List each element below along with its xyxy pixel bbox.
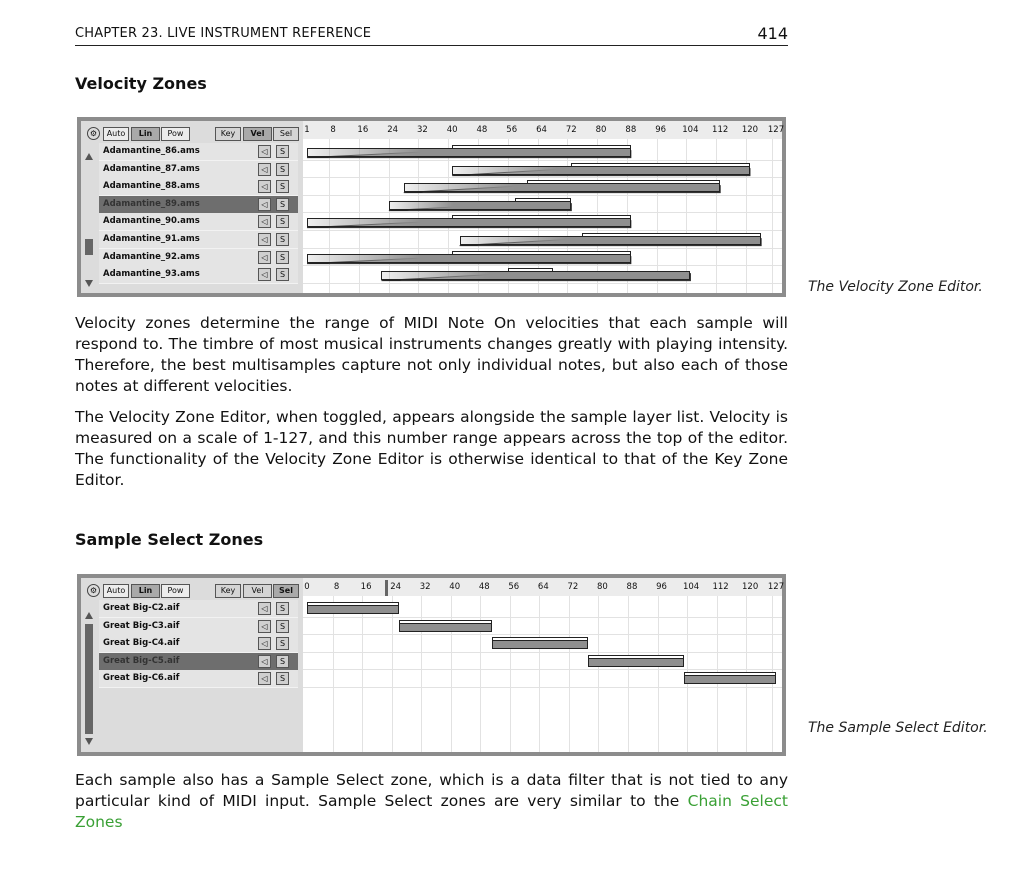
solo-button[interactable]: S (276, 672, 289, 685)
ruler-tick-label: 1 (304, 125, 310, 135)
layer-row[interactable] (99, 161, 298, 179)
layer-name: Great Big-C3.aif (103, 620, 180, 631)
ruler-tick-label: 24 (390, 582, 402, 592)
chain-select-zones-link[interactable]: Chain Select Zones (75, 792, 788, 831)
key-zone-toggle[interactable]: Key (215, 127, 241, 141)
speaker-icon[interactable]: ◁ (258, 198, 271, 211)
solo-button[interactable]: S (276, 655, 289, 668)
ruler-tick-label: 56 (508, 582, 520, 592)
speaker-icon[interactable]: ◁ (258, 637, 271, 650)
ruler-tick-label: 48 (478, 582, 490, 592)
layer-row[interactable] (99, 635, 298, 653)
scroll-up-icon[interactable] (85, 153, 93, 160)
ruler-tick-label: 16 (360, 582, 372, 592)
layer-row[interactable] (99, 266, 298, 284)
ruler-tick-label: 104 (682, 582, 700, 592)
solo-button[interactable]: S (276, 251, 289, 264)
ruler-tick-label: 88 (626, 582, 638, 592)
sel-zone-toggle[interactable]: Sel (273, 584, 299, 598)
speaker-icon[interactable]: ◁ (258, 655, 271, 668)
section-title-velocity-zones: Velocity Zones (75, 74, 207, 93)
ruler-tick-label: 8 (330, 125, 336, 135)
paragraph-sample-select (75, 770, 788, 833)
ruler-tick-label: 88 (625, 125, 637, 135)
caption-velocity-zone-editor: The Velocity Zone Editor. (808, 279, 983, 295)
solo-button[interactable]: S (276, 215, 289, 228)
ruler-tick-label: 8 (333, 582, 340, 592)
ruler-tick-label: 0 (304, 582, 310, 592)
lin-button[interactable]: Lin (131, 127, 160, 141)
scroll-up-icon[interactable] (85, 612, 93, 619)
velocity-zone-bar[interactable] (381, 271, 690, 280)
layer-row[interactable] (99, 618, 298, 636)
sample-select-zone-bar[interactable] (684, 675, 776, 684)
sample-select-grid[interactable] (303, 578, 785, 752)
speaker-icon[interactable]: ◁ (258, 672, 271, 685)
layer-name: Great Big-C6.aif (103, 673, 180, 684)
layer-name: Great Big-C2.aif (103, 603, 180, 613)
layer-name: Adamantine_91.ams (103, 234, 200, 244)
scroll-down-icon[interactable] (85, 738, 93, 745)
vel-zone-toggle[interactable]: Vel (243, 127, 272, 141)
paragraph-text: Each sample also has a Sample Select zone, which is a data filter that is not tied to any particular kind of MIDI input. Sample Select zones are very similar to the (75, 771, 788, 810)
ruler-tick-label: 80 (595, 125, 607, 135)
grid-row-line (303, 617, 782, 618)
speaker-icon[interactable]: ◁ (258, 215, 271, 228)
ruler-tick-label: 64 (537, 582, 549, 592)
scrollbar-thumb[interactable] (85, 239, 93, 255)
velocity-zone-bar[interactable] (307, 218, 631, 227)
solo-button[interactable]: S (276, 602, 289, 615)
solo-button[interactable]: S (276, 268, 289, 281)
grid-line (598, 596, 599, 752)
auto-button[interactable]: Auto (103, 127, 129, 141)
grid-line (628, 596, 629, 752)
ruler-tick-label: 40 (449, 582, 461, 592)
lin-button[interactable]: Lin (131, 584, 160, 598)
grid-line (510, 596, 511, 752)
ruler-tick-label: 96 (656, 582, 667, 592)
ruler-tick-label: 104 (682, 125, 699, 135)
layer-name: Great Big-C4.aif (103, 638, 180, 649)
solo-button[interactable]: S (276, 233, 289, 246)
speaker-icon[interactable]: ◁ (258, 180, 271, 193)
caption-sample-select-editor: The Sample Select Editor. (808, 720, 988, 736)
grid-line (392, 596, 393, 752)
ruler-tick-label: 112 (712, 125, 729, 135)
layer-name: Adamantine_90.ams (103, 216, 200, 227)
velocity-ruler[interactable] (303, 121, 785, 139)
ruler-tick-label: 16 (357, 125, 369, 135)
layer-row[interactable] (99, 213, 298, 231)
pow-button[interactable]: Pow (161, 584, 190, 598)
ruler-tick-label: 120 (742, 582, 759, 592)
sample-select-editor (77, 574, 786, 756)
sample-select-zone-bar[interactable] (307, 605, 399, 614)
layer-name: Adamantine_88.ams (103, 181, 200, 192)
layer-row[interactable] (99, 178, 298, 196)
vel-zone-toggle[interactable]: Vel (243, 584, 272, 598)
grid-row-line (303, 669, 782, 670)
solo-button[interactable]: S (276, 180, 289, 193)
solo-button[interactable]: S (276, 163, 289, 176)
grid-row-line (303, 634, 782, 635)
sample-select-zone-bar[interactable] (492, 640, 588, 649)
ruler-tick-label: 32 (416, 125, 428, 135)
grid-line (539, 596, 540, 752)
page-number: 414 (757, 24, 788, 43)
auto-button[interactable]: Auto (103, 584, 129, 598)
key-zone-toggle[interactable]: Key (215, 584, 241, 598)
paragraph-velocity-1: Velocity zones determine the range of MIDI Note On velocities that each sample will respond to. The timbre of most musical instruments changes greatly with playing intensity. Therefore, the best multisamples capture not only individual notes, but also each of those notes at different velocities. (75, 314, 788, 395)
grid-row-line (303, 687, 782, 688)
layer-name: Adamantine_86.ams (103, 146, 200, 156)
grid-line (362, 596, 363, 752)
chapter-header: CHAPTER 23. LIVE INSTRUMENT REFERENCE (75, 26, 372, 41)
sample-select-zone-bar[interactable] (588, 658, 684, 667)
ruler-tick-label: 72 (565, 125, 577, 135)
gear-icon[interactable]: ⚙ (87, 127, 100, 140)
layer-row[interactable] (99, 249, 298, 267)
layer-row[interactable] (99, 143, 298, 161)
layer-name: Adamantine_89.ams (103, 198, 200, 209)
paragraph-velocity-2: The Velocity Zone Editor, when toggled, appears alongside the sample layer list. Velocity is measured on a scale of 1-127, and this number range appears across the top of the editor. The functionality of the Velocity Zone Editor is otherwise identical to that of the Key Zone Editor. (75, 408, 788, 489)
ruler-tick-label: 48 (476, 125, 488, 135)
selector-marker[interactable] (385, 580, 388, 596)
ruler-tick-label: 24 (387, 125, 399, 135)
ruler-tick-label: 112 (712, 582, 729, 592)
layer-name: Adamantine_92.ams (103, 251, 200, 262)
ruler-tick-label: 96 (655, 125, 667, 135)
grid-line (333, 596, 334, 752)
solo-button[interactable]: S (276, 620, 289, 633)
ruler-tick-label: 120 (741, 125, 759, 135)
sel-zone-toggle[interactable]: Sel (273, 127, 299, 141)
speaker-icon[interactable]: ◁ (258, 163, 271, 176)
layer-row[interactable] (99, 670, 298, 688)
layer-row[interactable] (99, 653, 298, 671)
velocity-zone-bar[interactable] (404, 183, 720, 192)
ruler-tick-label: 56 (506, 125, 518, 135)
layer-name: Adamantine_87.ams (103, 163, 200, 174)
layer-name: Adamantine_93.ams (103, 269, 200, 280)
solo-button[interactable]: S (276, 145, 289, 158)
ruler-tick-label: 127 (767, 582, 785, 592)
layer-row[interactable] (99, 196, 298, 214)
speaker-icon[interactable]: ◁ (258, 145, 271, 158)
velocity-zone-bar[interactable] (460, 236, 762, 245)
ruler-tick-label: 72 (567, 582, 579, 592)
velocity-zone-bar[interactable] (389, 201, 571, 210)
solo-button[interactable]: S (276, 198, 289, 211)
velocity-grid[interactable] (303, 121, 785, 293)
sample-layer-list (81, 121, 303, 293)
scroll-down-icon[interactable] (85, 280, 93, 287)
velocity-zone-editor (77, 117, 786, 297)
ruler-tick-label: 127 (767, 125, 785, 135)
velocity-zone-bar[interactable] (452, 166, 750, 175)
header-rule (75, 45, 788, 46)
layer-row[interactable] (99, 600, 298, 618)
grid-line (658, 596, 659, 752)
ruler-tick-label: 64 (536, 125, 547, 135)
grid-row-line (303, 652, 782, 653)
sample-select-zone-bar[interactable] (399, 623, 491, 632)
layer-name: Great Big-C5.aif (103, 655, 180, 666)
speaker-icon[interactable]: ◁ (258, 233, 271, 246)
ruler-tick-label: 32 (419, 582, 431, 592)
layer-row[interactable] (99, 231, 298, 249)
ruler-tick-label: 80 (597, 582, 608, 592)
ruler-tick-label: 40 (446, 125, 458, 135)
velocity-zone-bar[interactable] (307, 254, 631, 263)
scrollbar-thumb[interactable] (85, 624, 93, 734)
speaker-icon[interactable]: ◁ (258, 251, 271, 264)
solo-button[interactable]: S (276, 637, 289, 650)
sample-select-ruler[interactable] (303, 578, 785, 596)
section-title-sample-select-zones: Sample Select Zones (75, 530, 264, 549)
gear-icon[interactable]: ⚙ (87, 584, 100, 597)
pow-button[interactable]: Pow (161, 127, 190, 141)
speaker-icon[interactable]: ◁ (258, 620, 271, 633)
grid-line (569, 596, 570, 752)
speaker-icon[interactable]: ◁ (258, 602, 271, 615)
velocity-zone-bar[interactable] (307, 148, 631, 157)
sample-layer-list (81, 578, 303, 752)
speaker-icon[interactable]: ◁ (258, 268, 271, 281)
